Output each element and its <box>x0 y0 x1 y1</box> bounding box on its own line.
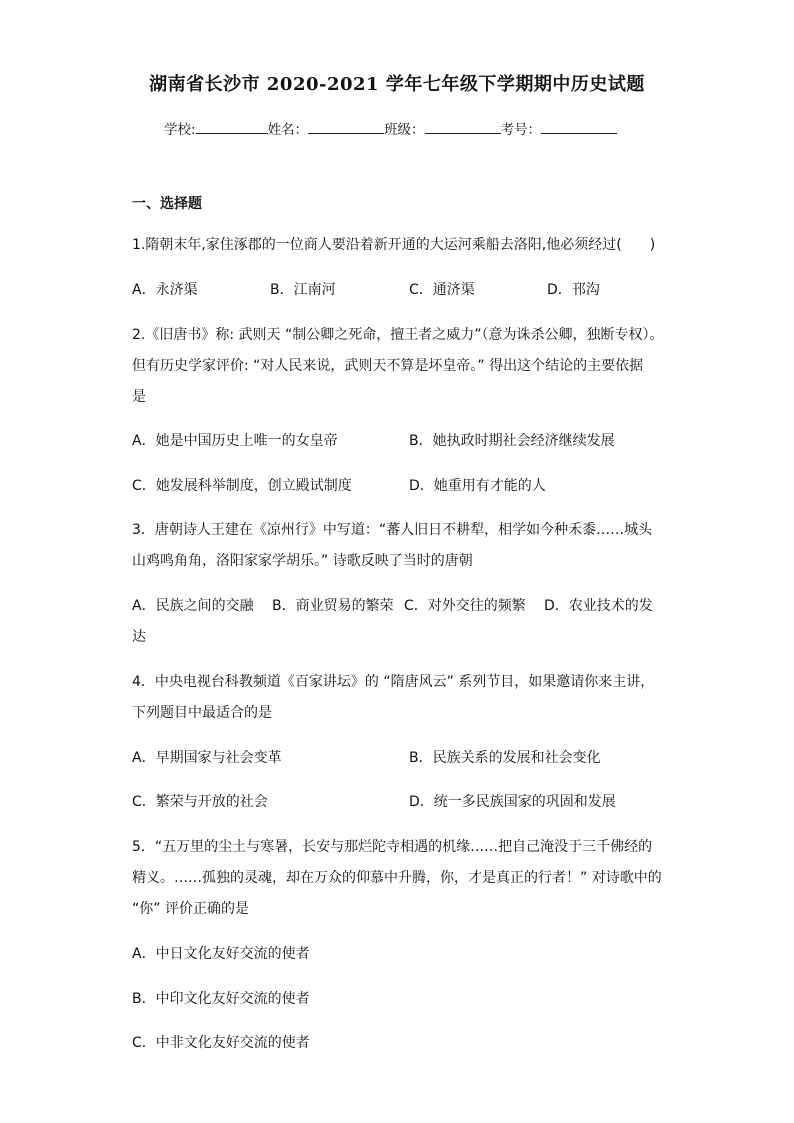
number-blank[interactable] <box>541 119 617 134</box>
question-2-line-2: 但有历史学家评价: “对人民来说，武则天不算是坏皇帝。” 得出这个结论的主要依据 <box>132 358 644 374</box>
question-3-line-1: 3．唐朝诗人王建在《凉州行》中写道：“蕃人旧日不耕犁，相学如今种禾黍……城头 <box>132 522 653 538</box>
name-blank[interactable] <box>308 119 384 134</box>
question-1-option-a[interactable]: A．永济渠 <box>132 282 198 298</box>
question-5-line-3: “你” 评价正确的是 <box>132 901 249 917</box>
question-3-option-d-wrap: 达 <box>132 629 146 645</box>
question-4-line-2: 下列题目中最适合的是 <box>132 705 272 721</box>
question-2-option-a[interactable]: A．她是中国历史上唯一的女皇帝 <box>132 433 338 449</box>
question-4-option-d[interactable]: D．统一多民族国家的巩固和发展 <box>409 794 616 810</box>
question-3-option-d[interactable]: D．农业技术的发 <box>544 598 653 614</box>
question-2-line-3: 是 <box>132 389 146 405</box>
question-4-option-b[interactable]: B．民族关系的发展和社会变化 <box>409 750 601 766</box>
question-5-option-c[interactable]: C．中非文化友好交流的使者 <box>132 1035 310 1051</box>
question-2-option-b[interactable]: B．她执政时期社会经济继续发展 <box>409 433 615 449</box>
question-5-option-b[interactable]: B．中印文化友好交流的使者 <box>132 991 310 1007</box>
question-4-line-1: 4．中央电视台科教频道《百家讲坛》的 “隋唐风云” 系列节目，如果邀请你来主讲， <box>132 674 655 690</box>
question-3-option-c[interactable]: C．对外交往的频繁 <box>404 598 526 614</box>
name-label: 姓名： <box>267 122 309 138</box>
question-3-option-b[interactable]: B．商业贸易的繁荣 <box>272 598 394 614</box>
question-2-line-1: 2.《旧唐书》称: 武则天 “制公卿之死命，擅王者之威力”（意为诛杀公卿，独断专权）。 <box>132 327 664 343</box>
class-label: 班级： <box>384 122 425 138</box>
school-label: 学校: <box>164 122 196 138</box>
question-4-option-c[interactable]: C．繁荣与开放的社会 <box>132 794 268 810</box>
question-5-option-a[interactable]: A．中日文化友好交流的使者 <box>132 946 310 962</box>
question-1-option-b[interactable]: B．江南河 <box>270 282 336 298</box>
exam-title: 湖南省长沙市 2020-2021 学年七年级下学期期中历史试题 <box>149 74 645 95</box>
question-5-line-2: 精义。……孤独的灵魂，却在万众的仰慕中升腾，你，才是真正的行者！” 对诗歌中的 <box>132 870 662 886</box>
question-2-option-c[interactable]: C．她发展科举制度，创立殿试制度 <box>132 478 352 494</box>
question-5-line-1: 5．“五万里的尘土与寒暑，长安与那烂陀寺相遇的机缘……把自己淹没于三千佛经的 <box>132 839 653 855</box>
question-1-option-d[interactable]: D．邗沟 <box>547 282 600 298</box>
question-1-line-1: 1.隋朝末年,家住涿郡的一位商人要沿着新开通的大运河乘船去洛阳,他必须经过( ) <box>132 237 656 253</box>
number-label: 考号： <box>500 122 542 138</box>
question-3-option-a[interactable]: A．民族之间的交融 <box>132 598 254 614</box>
class-blank[interactable] <box>425 119 501 134</box>
question-1-option-c[interactable]: C．通济渠 <box>409 282 475 298</box>
question-2-option-d[interactable]: D．她重用有才能的人 <box>409 478 546 494</box>
school-blank[interactable] <box>196 119 268 134</box>
question-4-option-a[interactable]: A．早期国家与社会变革 <box>132 750 282 766</box>
student-info-row <box>164 118 617 138</box>
question-3-line-2: 山鸡鸣角角，洛阳家家学胡乐。” 诗歌反映了当时的唐朝 <box>132 553 473 569</box>
section-heading: 一、选择题 <box>132 196 202 212</box>
